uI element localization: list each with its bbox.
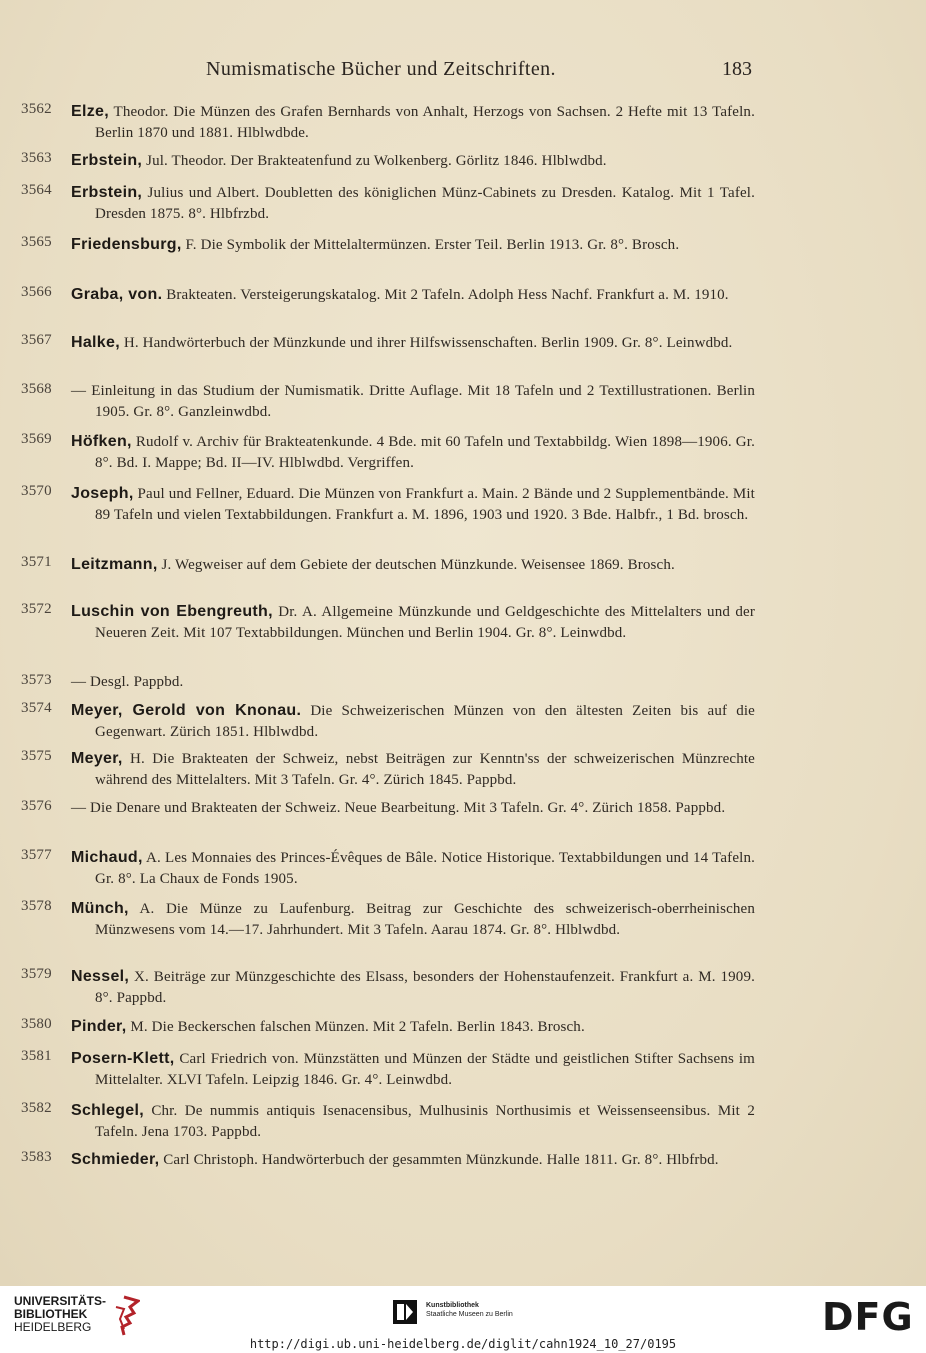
dfg-logo[interactable]: DFG	[822, 1295, 914, 1339]
kunstbibliothek-name: Kunstbibliothek	[426, 1302, 479, 1309]
entry-body	[71, 601, 755, 644]
entry-number: 3581	[21, 1048, 52, 1064]
running-head	[206, 58, 752, 84]
entry-body	[71, 101, 755, 144]
catalog-entry	[21, 1048, 756, 1100]
entry-number: 3570	[21, 483, 52, 499]
entry-author: Meyer,	[71, 750, 123, 767]
catalog-entry	[21, 847, 756, 899]
entry-number: 3566	[21, 284, 52, 300]
entry-number: 3577	[21, 847, 52, 863]
entry-author: Leitzmann,	[71, 556, 158, 573]
entry-description: X. Beiträge zur Münzgeschichte des Elsass, besonders der Hohenstaufenzeit. Frankfurt a. M. 1909. 8°. Pappbd.	[95, 969, 756, 1006]
page-number: 183	[722, 58, 752, 80]
entry-author: Münch,	[71, 900, 129, 917]
catalog-entry	[21, 672, 756, 698]
entry-author: Erbstein,	[71, 184, 143, 201]
entry-body	[71, 1016, 755, 1038]
source-url-link[interactable]: http://digi.ub.uni-heidelberg.de/diglit/cahn1924_10_27/0195	[249, 1337, 677, 1351]
entry-author: Elze,	[71, 103, 109, 120]
entry-author: Posern-Klett,	[71, 1050, 175, 1067]
entry-number: 3562	[21, 101, 52, 117]
entry-number: 3563	[21, 150, 52, 166]
entry-description: Rudolf v. Archiv für Brakteatenkunde. 4 Bde. mit 60 Tafeln und Textabbildg. Wien 1898—1906. Gr. 8°. Bd. I. Mappe; Bd. II—IV. Hlblwdbd. Vergriffen.	[95, 434, 755, 471]
catalog-entry	[21, 700, 756, 752]
entry-body	[71, 381, 755, 423]
entry-description: — Desgl. Pappbd.	[71, 674, 184, 690]
catalog-entry	[21, 966, 756, 1018]
catalog-entry	[21, 431, 756, 483]
entry-number: 3574	[21, 700, 52, 716]
entry-body	[71, 483, 755, 526]
entry-number: 3583	[21, 1149, 52, 1165]
entry-body	[71, 672, 755, 693]
catalog-entry	[21, 182, 756, 234]
entry-description: A. Die Münze zu Laufenburg. Beitrag zur Geschichte des schweizerisch-oberrheinischen Münzwesens vom 14.—17. Jahrhundert. Mit 3 Tafeln. Aarau 1874. Gr. 8°. Hlblwdbd.	[95, 901, 755, 938]
catalog-entry	[21, 898, 756, 972]
entry-author: Michaud,	[71, 849, 143, 866]
entry-body	[71, 748, 755, 791]
entry-body	[71, 798, 755, 819]
entry-author: Pinder,	[71, 1018, 127, 1035]
entry-number: 3578	[21, 898, 52, 914]
university-library-name: UNIVERSITÄTS- BIBLIOTHEK HEIDELBERG	[14, 1294, 107, 1334]
entry-description: Dr. A. Allgemeine Münzkunde und Geldgeschichte des Mittelalters und der Neueren Zeit. Mit 107 Textabbildungen. München und Berlin 1904. Gr. 8°. Leinwdbd.	[95, 604, 755, 641]
entry-author: Höfken,	[71, 433, 132, 450]
entry-description: Chr. De nummis antiquis Isenacensibus, Mulhusinis Northusimis et Weissenseensibus. Mit 2 Tafeln. Jena 1703. Pappbd.	[95, 1103, 755, 1140]
catalog-entry	[21, 1100, 756, 1152]
entry-number: 3565	[21, 234, 52, 250]
entry-description: F. Die Symbolik der Mittelaltermünzen. Erster Teil. Berlin 1913. Gr. 8°. Brosch.	[185, 237, 680, 253]
catalog-entry	[21, 381, 756, 433]
entry-description: Carl Friedrich von. Münzstätten und Münzen der Städte und geistlichen Stifter Sachsens im Mittelalter. XLVI Tafeln. Leipzig 1846. Gr. 4°. Leinwdbd.	[95, 1051, 756, 1088]
entry-author: Joseph,	[71, 485, 134, 502]
entry-author: Halke,	[71, 334, 120, 351]
catalog-entry	[21, 284, 756, 336]
entry-body	[71, 898, 755, 941]
entry-body	[71, 284, 755, 306]
entry-author: Erbstein,	[71, 152, 143, 169]
entry-number: 3576	[21, 798, 52, 814]
entry-number: 3572	[21, 601, 52, 617]
entry-number: 3569	[21, 431, 52, 447]
kunstbibliothek-emblem-icon	[393, 1300, 417, 1324]
entry-author: Meyer, Gerold von Knonau.	[71, 702, 302, 719]
entry-description: H. Die Brakteaten der Schweiz, nebst Beiträgen zur Kenntn'ss der schweizerischen Münzrechte während des Mittelalters. Mit 3 Tafeln. Gr. 4°. Zürich 1845. Pappbd.	[95, 751, 755, 788]
entry-description: Die Schweizerischen Münzen von den ältesten Zeiten bis auf die Gegenwart. Zürich 1851. Hlblwdbd.	[95, 703, 755, 740]
kunstbibliothek-subtitle: Staatliche Museen zu Berlin	[426, 1311, 513, 1318]
entry-author: Friedensburg,	[71, 236, 182, 253]
entry-author: Nessel,	[71, 968, 130, 985]
entry-author: Graba, von.	[71, 286, 163, 303]
entry-description: — Die Denare und Brakteaten der Schweiz. Neue Bearbeitung. Mit 3 Tafeln. Gr. 4°. Zürich 1858. Pappbd.	[71, 800, 726, 816]
catalog-entry	[21, 798, 756, 850]
entry-body	[71, 1048, 755, 1091]
catalog-entry	[21, 1149, 756, 1201]
entry-description: M. Die Beckerschen falschen Münzen. Mit 2 Tafeln. Berlin 1843. Brosch.	[130, 1019, 585, 1035]
entry-author: Schlegel,	[71, 1102, 144, 1119]
entry-description: Paul und Fellner, Eduard. Die Münzen von Frankfurt a. Main. 2 Bände und 2 Supplementbände. Mit 89 Tafeln und vielen Textabbildungen. Frankfurt a. M. 1896, 1903 und 1920. 3 Bde. Halbfr., 1 Bd. brosch.	[95, 486, 755, 523]
entry-body	[71, 234, 755, 256]
page-title: Numismatische Bücher und Zeitschriften.	[206, 58, 556, 80]
entry-number: 3571	[21, 554, 52, 570]
kunstbibliothek-logo[interactable]	[393, 1300, 573, 1326]
entry-author: Schmieder,	[71, 1151, 160, 1168]
entry-description: Carl Christoph. Handwörterbuch der gesammten Münzkunde. Halle 1811. Gr. 8°. Hlbfrbd.	[163, 1152, 719, 1168]
entry-body	[71, 150, 755, 172]
entry-body	[71, 554, 755, 576]
entry-number: 3568	[21, 381, 52, 397]
entry-description: Theodor. Die Münzen des Grafen Bernhards von Anhalt, Herzogs von Sachsen. 2 Hefte mit 13 Tafeln. Berlin 1870 und 1881. Hlblwdbde.	[95, 104, 755, 141]
catalog-entry	[21, 483, 756, 557]
catalog-entry	[21, 748, 756, 800]
entry-number: 3580	[21, 1016, 52, 1032]
entry-number: 3573	[21, 672, 52, 688]
university-library-logo[interactable]	[14, 1295, 144, 1339]
catalog-entry	[21, 101, 756, 153]
footer-bar	[0, 1286, 926, 1353]
entry-body	[71, 966, 755, 1009]
catalog-entry	[21, 332, 756, 384]
catalog-entry	[21, 554, 756, 606]
catalog-entry	[21, 601, 756, 675]
entry-description: — Einleitung in das Studium der Numismatik. Dritte Auflage. Mit 18 Tafeln und 2 Textillustrationen. Berlin 1905. Gr. 8°. Ganzleinwdbd.	[71, 383, 755, 420]
entry-body	[71, 1149, 755, 1171]
entry-number: 3575	[21, 748, 52, 764]
entry-author: Luschin von Ebengreuth,	[71, 603, 273, 620]
entry-body	[71, 847, 755, 890]
entry-number: 3567	[21, 332, 52, 348]
entry-number: 3564	[21, 182, 52, 198]
catalog-entry	[21, 234, 756, 286]
entry-body	[71, 182, 755, 225]
entry-body	[71, 431, 755, 474]
entry-body	[71, 332, 755, 354]
entry-description: Julius und Albert. Doubletten des königlichen Münz-Cabinets zu Dresden. Katalog. Mit 1 Tafel. Dresden 1875. 8°. Hlbfrzbd.	[95, 185, 755, 222]
catalog-entry	[21, 1016, 756, 1042]
entry-body	[71, 1100, 755, 1143]
entry-body	[71, 700, 755, 743]
entry-description: Jul. Theodor. Der Brakteatenfund zu Wolkenberg. Görlitz 1846. Hlblwdbd.	[146, 153, 607, 169]
entry-number: 3582	[21, 1100, 52, 1116]
entry-description: A. Les Monnaies des Princes-Évêques de Bâle. Notice Historique. Textabbildungen und 14 Tafeln. Gr. 8°. La Chaux de Fonds 1905.	[95, 850, 755, 887]
entry-description: H. Handwörterbuch der Münzkunde und ihrer Hilfswissenschaften. Berlin 1909. Gr. 8°. Leinwdbd.	[123, 335, 733, 351]
entry-number: 3579	[21, 966, 52, 982]
catalog-entry	[21, 150, 756, 176]
entry-description: Brakteaten. Versteigerungskatalog. Mit 2 Tafeln. Adolph Hess Nachf. Frankfurt a. M. 1910.	[166, 287, 729, 303]
entry-description: J. Wegweiser auf dem Gebiete der deutschen Münzkunde. Weisensee 1869. Brosch.	[161, 557, 675, 573]
university-seal-icon	[94, 1295, 140, 1339]
